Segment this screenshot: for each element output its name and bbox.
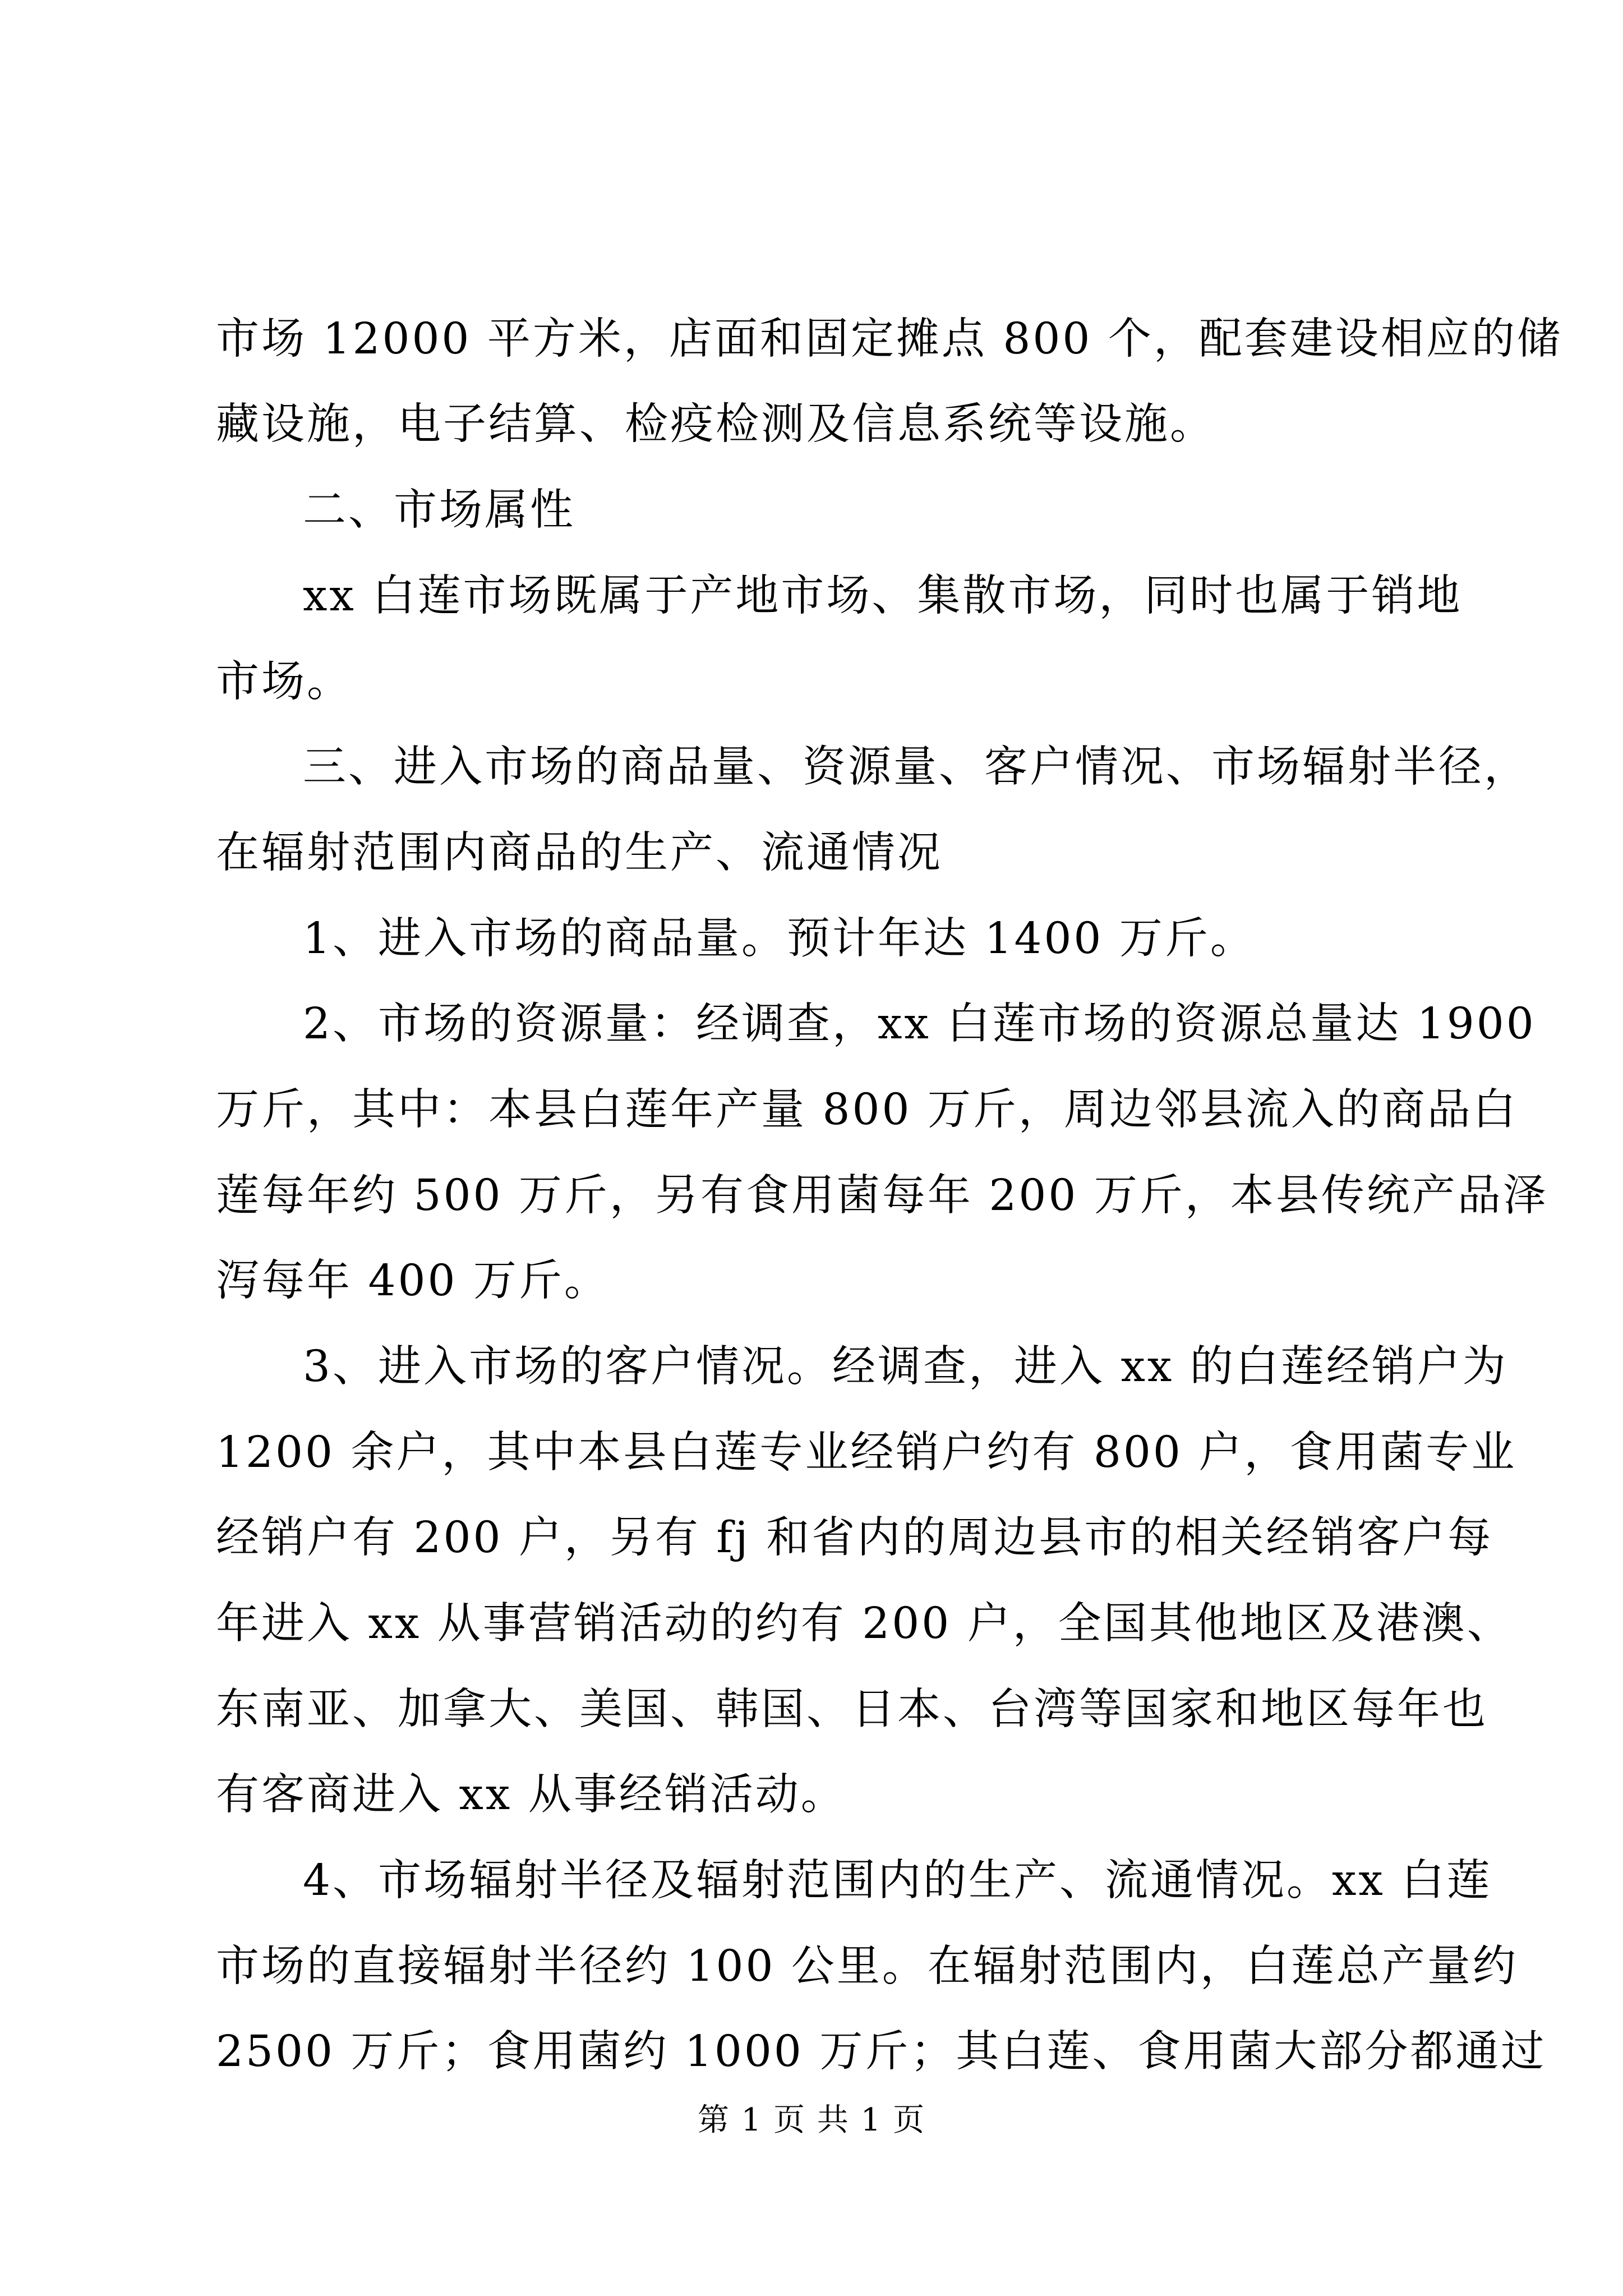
paragraph-line: 经销户有 200 户，另有 fj 和省内的周边县市的相关经销客户每 <box>216 1513 1493 1563</box>
paragraph-line: 东南亚、加拿大、美国、韩国、日本、台湾等国家和地区每年也 <box>216 1685 1488 1734</box>
paragraph-line: xx 白莲市场既属于产地市场、集散市场，同时也属于销地 <box>303 571 1463 621</box>
paragraph-line: 有客商进入 xx 从事经销活动。 <box>216 1770 846 1820</box>
page-number-footer: 第 1 页 共 1 页 <box>697 2102 926 2138</box>
paragraph-line: 1、进入市场的商品量。预计年达 1400 万斤。 <box>303 914 1256 964</box>
section-heading: 在辐射范围内商品的生产、流通情况 <box>216 828 943 878</box>
paragraph-line: 3、进入市场的客户情况。经调查，进入 xx 的白莲经销户为 <box>303 1342 1508 1392</box>
paragraph-line: 4、市场辐射半径及辐射范围内的生产、流通情况。xx 白莲 <box>303 1856 1492 1906</box>
paragraph-line: 1200 余户，其中本县白莲专业经销户约有 800 户，食用菌专业 <box>216 1428 1517 1478</box>
paragraph-line: 市场 12000 平方米，店面和固定摊点 800 个，配套建设相应的储 <box>216 314 1562 364</box>
section-heading: 二、市场属性 <box>303 485 575 535</box>
paragraph-line: 莲每年约 500 万斤，另有食用菌每年 200 万斤，本县传统产品泽 <box>216 1171 1548 1221</box>
paragraph-line: 2、市场的资源量：经调查，xx 白莲市场的资源总量达 1900 <box>303 999 1536 1049</box>
paragraph-line: 2500 万斤；食用菌约 1000 万斤；其白莲、食用菌大部分都通过 <box>216 2027 1547 2077</box>
paragraph-line: 藏设施，电子结算、检疫检测及信息系统等设施。 <box>216 399 1215 449</box>
paragraph-line: 万斤，其中：本县白莲年产量 800 万斤，周边邻县流入的商品白 <box>216 1085 1518 1135</box>
section-heading: 三、进入市场的商品量、资源量、客户情况、市场辐射半径， <box>303 742 1529 792</box>
paragraph-line: 泻每年 400 万斤。 <box>216 1256 610 1306</box>
paragraph-line: 市场。 <box>216 657 352 707</box>
paragraph-line: 市场的直接辐射半径约 100 公里。在辐射范围内，白莲总产量约 <box>216 1941 1518 1991</box>
paragraph-line: 年进入 xx 从事营销活动的约有 200 户，全国其他地区及港澳、 <box>216 1599 1513 1649</box>
